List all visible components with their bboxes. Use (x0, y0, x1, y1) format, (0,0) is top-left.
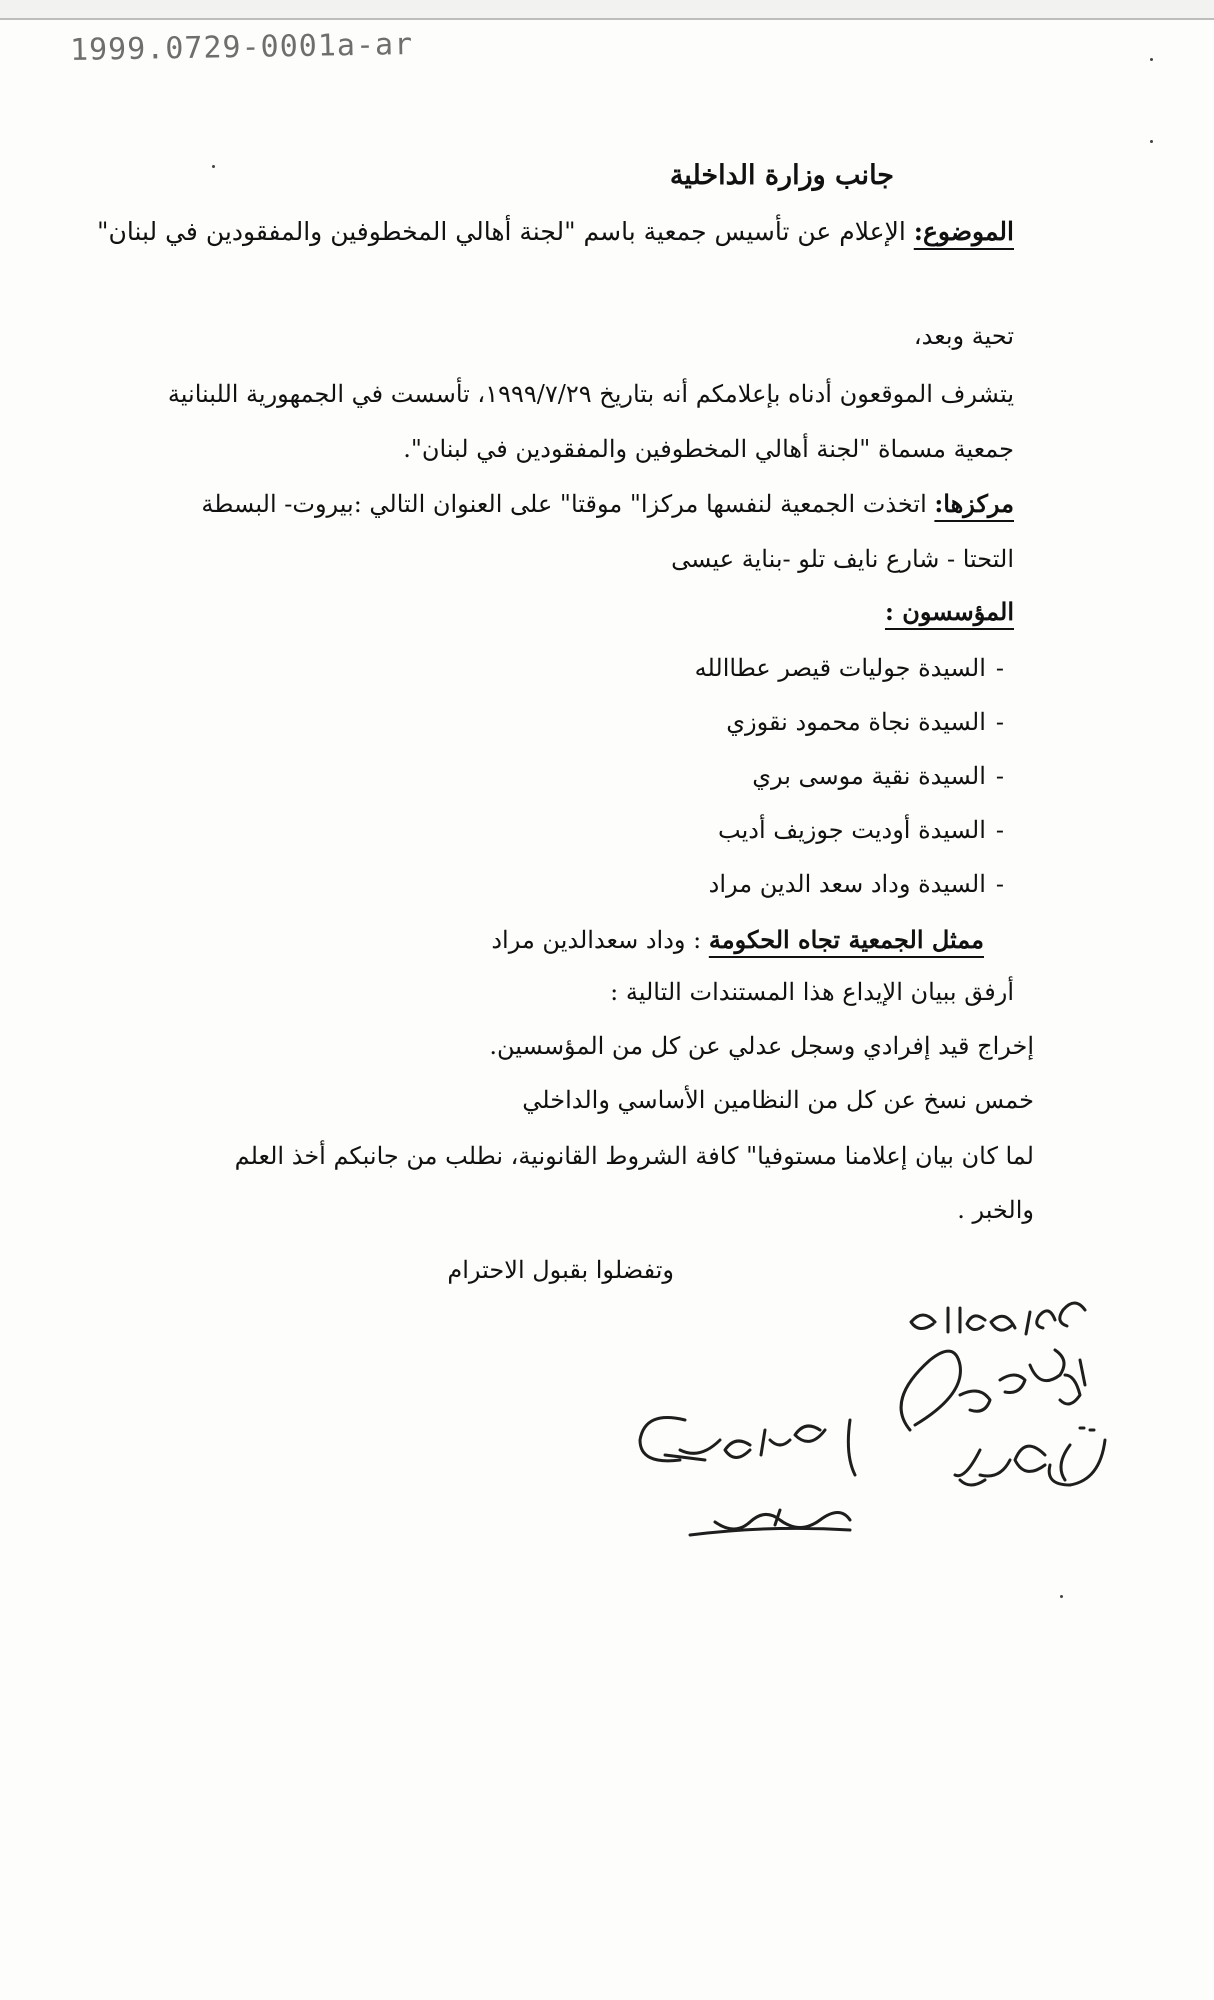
archive-id-stamp: 1999.0729-0001a-ar (69, 27, 414, 68)
intro-line-2: جمعية مسماة "لجنة أهالي المخطوفين والمفقودين في لبنان". (403, 435, 1014, 463)
subject-text: الإعلام عن تأسيس جمعية باسم "لجنة أهالي المخطوفين والمفقودين في لبنان" (96, 217, 914, 246)
hq-address-1: اتخذت الجمعية لنفسها مركزا" موقتا" على العنوان التالي :بيروت- البسطة (201, 490, 935, 518)
founder-name: السيدة نجاة محمود نقوزي (726, 708, 986, 736)
signature-naqiya (930, 1420, 1120, 1500)
recipient-heading: جانب وزارة الداخلية (669, 160, 894, 191)
subject-line (97, 216, 1014, 248)
founder-item: -السيدة نجاة محمود نقوزي (726, 708, 1004, 736)
founder-item: -السيدة أوديت جوزيف أديب (718, 816, 1004, 844)
hq-label: مركزها: (934, 489, 1014, 518)
representative-line (491, 924, 984, 956)
founder-name: السيدة نقية موسى بري (752, 762, 986, 790)
founder-name: السيدة أوديت جوزيف أديب (718, 816, 986, 844)
founder-name: السيدة جوليات قيصر عطاالله (694, 654, 986, 682)
representative-label: ممثل الجمعية تجاه الحكومة (708, 925, 984, 954)
hq-line-2: التحتا - شارع نايف تلو -بناية عيسى (671, 545, 1014, 573)
founders-label: المؤسسون : (884, 597, 1014, 626)
intro-line-1: يتشرف الموقعون أدناه بإعلامكم أنه بتاريخ ١٩٩٩/٧/٢٩، تأسست في الجمهورية اللبنانية (167, 380, 1014, 408)
attachments-intro: أرفق ببيان الإيداع هذا المستندات التالية : (610, 978, 1014, 1006)
attachment-item: إخراج قيد إفرادي وسجل عدلي عن كل من المؤسسين. (489, 1032, 1034, 1060)
closing-line-2: والخبر . (957, 1196, 1034, 1224)
scan-speck (1150, 140, 1153, 143)
founder-item: -السيدة وداد سعد الدين مراد (708, 870, 1004, 898)
scan-speck (212, 165, 215, 168)
founder-name: السيدة وداد سعد الدين مراد (708, 870, 986, 898)
attachment-item: خمس نسخ عن كل من النظامين الأساسي والداخلي (522, 1086, 1034, 1114)
founder-item: -السيدة نقية موسى بري (752, 762, 1004, 790)
subject-label: الموضوع: (913, 217, 1014, 246)
greeting: تحية وبعد، (913, 322, 1014, 350)
scan-top-edge (0, 0, 1214, 20)
signature-widad (680, 1495, 860, 1550)
founder-item: -السيدة جوليات قيصر عطاالله (694, 654, 1004, 682)
scan-speck (1150, 58, 1153, 61)
closing-line-1: لما كان بيان إعلامنا مستوفيا" كافة الشروط القانونية، نطلب من جانبكم أخذ العلم (234, 1142, 1034, 1170)
signature-odette (625, 1400, 865, 1490)
representative-name: : وداد سعدالدين مراد (491, 926, 709, 954)
regards-line: وتفضلوا بقبول الاحترام (447, 1256, 674, 1284)
hq-line-1 (201, 488, 1014, 520)
scan-speck (1060, 1595, 1063, 1598)
